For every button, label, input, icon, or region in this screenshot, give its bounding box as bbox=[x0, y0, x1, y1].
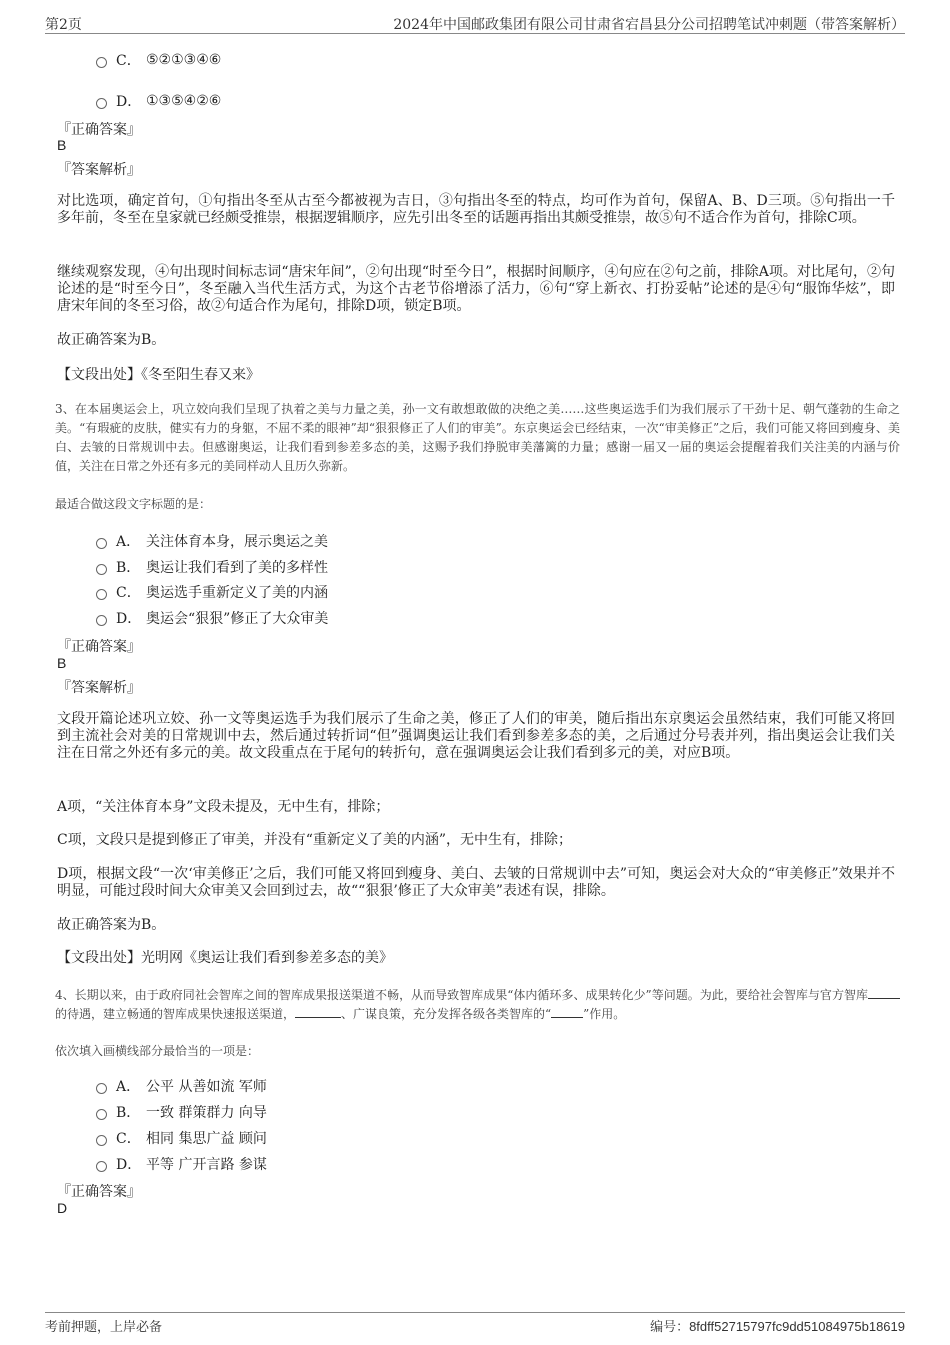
option-c[interactable]: C． 奥运选手重新定义了美的内涵 bbox=[96, 582, 328, 602]
option-b[interactable]: B． 奥运让我们看到了美的多样性 bbox=[96, 557, 328, 577]
analysis-label: 『答案解析』 bbox=[57, 680, 141, 696]
answer-value: D bbox=[57, 1200, 68, 1216]
document-title: 2024年中国邮政集团有限公司甘肃省宕昌县分公司招聘笔试冲刺题（带答案解析） bbox=[393, 17, 905, 33]
question-prompt: 依次填入画横线部分最恰当的一项是： bbox=[55, 1044, 260, 1058]
radio-icon[interactable] bbox=[96, 589, 107, 600]
answer-value: B bbox=[57, 137, 67, 153]
option-a[interactable]: A． 关注体育本身，展示奥运之美 bbox=[96, 531, 328, 551]
analysis-paragraph: A项，“关注体育本身”文段未提及，无中生有，排除； bbox=[57, 799, 390, 815]
source-citation: 【文段出处】光明网《奥运让我们看到参差多态的美》 bbox=[57, 950, 393, 966]
answer-label: 『正确答案』 bbox=[57, 639, 141, 655]
analysis-conclusion: 故正确答案为B。 bbox=[57, 917, 166, 933]
option-a[interactable]: A． 公平 从善如流 军师 bbox=[96, 1076, 267, 1096]
analysis-conclusion: 故正确答案为B。 bbox=[57, 332, 166, 348]
footer-slogan: 考前押题，上岸必备 bbox=[45, 1320, 163, 1335]
radio-icon[interactable] bbox=[96, 615, 107, 626]
header-divider bbox=[45, 33, 905, 34]
fill-blank[interactable] bbox=[551, 1006, 583, 1018]
analysis-paragraph: C项，文段只是提到修正了审美，并没有“重新定义了美的内涵”，无中生有，排除； bbox=[57, 832, 573, 848]
option-c[interactable]: C． ⑤②①③④⑥ bbox=[96, 50, 221, 70]
radio-icon[interactable] bbox=[96, 538, 107, 549]
question-text: 4、长期以来，由于政府同社会智库之间的智库成果报送渠道不畅，从而导致智库成果“体内循环多、成果转化少”等问题。为此，要给社会智库与官方智库的待遇，建立畅通的智库成果快速报送渠道， 、广谋良策，充分发挥各级各类智库的“ ”作用。 bbox=[55, 986, 900, 1024]
radio-icon[interactable] bbox=[96, 564, 107, 575]
radio-icon[interactable] bbox=[96, 1083, 107, 1094]
option-b[interactable]: B． 一致 群策群力 向导 bbox=[96, 1102, 267, 1122]
footer-divider bbox=[45, 1312, 905, 1313]
radio-icon[interactable] bbox=[96, 1135, 107, 1146]
analysis-paragraph: 继续观察发现，④句出现时间标志词“唐宋年间”，②句出现“时至今日”，根据时间顺序，④句应在②句之前，排除A项。对比尾句，②句论述的是“时至今日”，冬至融入当代生活方式，为这个古老节俗增添了活力，⑥句“穿上新衣、打扮妥帖”论述的是④句“服饰华炫”，即唐宋年间的冬至习俗，故②句适合作为尾句，排除D项，锁定B项。 bbox=[57, 264, 895, 314]
answer-value: B bbox=[57, 655, 67, 671]
question-prompt: 最适合做这段文字标题的是： bbox=[55, 497, 212, 511]
fill-blank[interactable] bbox=[868, 987, 900, 999]
radio-icon[interactable] bbox=[96, 1109, 107, 1120]
analysis-paragraph: D项，根据文段“一次‘审美修正’之后，我们可能又将回到瘦身、美白、去皱的日常规训中去”可知，奥运会对大众的“审美修正”效果并不明显，可能过段时间大众审美又会回到过去，故““狠狠’修正了大众审美”表述有误，排除。 bbox=[57, 866, 895, 899]
option-d[interactable]: D． 奥运会“狠狠”修正了大众审美 bbox=[96, 608, 328, 628]
option-d[interactable]: D． ①③⑤④②⑥ bbox=[96, 91, 221, 111]
page-number: 第2页 bbox=[45, 17, 82, 33]
analysis-paragraph: 文段开篇论述巩立姣、孙一文等奥运选手为我们展示了生命之美，修正了人们的审美，随后指出东京奥运会虽然结束，我们可能又将回到主流社会对美的日常规训中去，然后通过转折词“但”强调奥运让我们看到参差多态的美，之后通过分号表并列，指出奥运会让我们关注在日常之外还有多元的美。故文段重点在于尾句的转折句，意在强调奥运会让我们看到多元的美，对应B项。 bbox=[57, 711, 895, 761]
answer-label: 『正确答案』 bbox=[57, 1184, 141, 1200]
fill-blank[interactable] bbox=[295, 1006, 341, 1018]
radio-icon[interactable] bbox=[96, 1161, 107, 1172]
analysis-label: 『答案解析』 bbox=[57, 162, 141, 178]
option-d[interactable]: D． 平等 广开言路 参谋 bbox=[96, 1154, 267, 1174]
answer-label: 『正确答案』 bbox=[57, 122, 141, 138]
radio-icon[interactable] bbox=[96, 57, 107, 68]
document-code: 编号：8fdff52715797fc9dd51084975b18619 bbox=[650, 1319, 905, 1335]
analysis-paragraph: 对比选项，确定首句，①句指出冬至从古至今都被视为吉日，③句指出冬至的特点，均可作为首句，保留A、B、D三项。⑤句指出一千多年前，冬至在皇家就已经颇受推崇，根据逻辑顺序，应先引出冬至的话题再指出其颇受推崇，故⑤句不适合作为首句，排除C项。 bbox=[57, 193, 895, 226]
radio-icon[interactable] bbox=[96, 98, 107, 109]
question-text: 3、在本届奥运会上，巩立姣向我们呈现了执着之美与力量之美，孙一文有敢想敢做的决绝之美……这些奥运选手们为我们展示了干劲十足、朝气蓬勃的生命之美。“有瑕疵的皮肤，健实有力的身躯，不屈不柔的眼神”却“狠狠修正了人们的审美”。东京奥运会已经结束，一次“审美修正”之后，我们可能又将回到瘦身、美白、去皱的日常规训中去。但感谢奥运，让我们看到参差多态的美，这赐予我们挣脱审美藩篱的力量；感谢一届又一届的奥运会提醒着我们关注美的内涵与价值，关注在日常之外还有多元的美同样动人且历久弥新。 bbox=[55, 402, 900, 473]
option-c[interactable]: C． 相同 集思广益 顾问 bbox=[96, 1128, 267, 1148]
source-citation: 【文段出处】《冬至阳生春又来》 bbox=[57, 367, 260, 383]
